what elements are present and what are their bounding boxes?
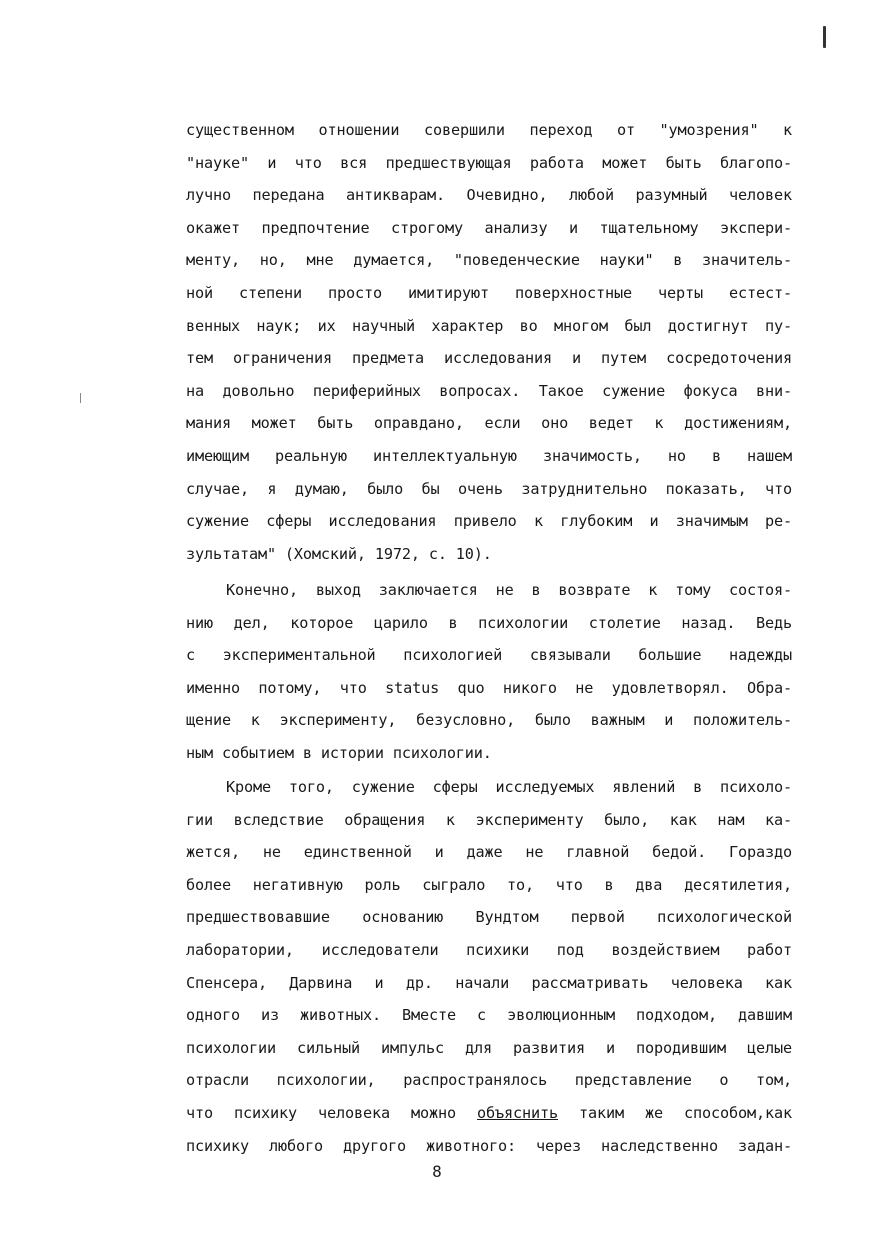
text-line <box>186 1097 792 1130</box>
text-line: психику любого другого животного: через наследственно задан- <box>186 1136 792 1155</box>
text-line: Конечно, выход заключается не в возврате к тому состоя- <box>226 581 792 599</box>
underlined-word: объяснить <box>477 1103 558 1122</box>
text-line: на довольно периферийных вопросах. Такое сужение фокуса вни- <box>186 381 792 400</box>
text-line: с экспериментальной психологией связывали большие надежды <box>186 646 792 665</box>
text-line: Кроме того, сужение сферы исследуемых явлений в психоло- <box>226 778 792 796</box>
text-line: нию дел, которое царило в психологии столетие назад. Ведь <box>186 613 792 632</box>
text-line: ной степени просто имитируют поверхностные черты естест- <box>186 283 792 302</box>
text-line: гии вследствие обращения к эксперименту было, как нам ка- <box>186 810 792 829</box>
text-line: случае, я думаю, было бы очень затруднительно показать, что <box>186 479 792 498</box>
text-line: сужение сферы исследования привело к глубоким и значимым ре- <box>186 512 792 531</box>
text-line: венных наук; их научный характер во многом был достигнут пу- <box>186 316 792 335</box>
paragraph <box>186 574 792 770</box>
paragraph <box>186 771 792 1162</box>
text-line: окажет предпочтение строгому анализу и тщательному экспери- <box>186 218 792 237</box>
text-line: психологии сильный импульс для развития и породившим целые <box>186 1038 792 1057</box>
text-line: щение к эксперименту, безусловно, было важным и положитель- <box>186 711 792 730</box>
scan-artifact-mark <box>823 26 826 48</box>
text-line: одного из животных. Вместе с эволюционным подходом, давшим <box>186 1006 792 1025</box>
text-line: ным событием в истории психологии. <box>186 743 492 762</box>
paragraph-continuation <box>186 114 792 570</box>
text-line: "науке" и что вся предшествующая работа может быть благопо- <box>186 153 792 172</box>
text-line: отрасли психологии, распространялось представление о том, <box>186 1071 792 1090</box>
text-line: имеющим реальную интеллектуальную значимость, но в нашем <box>186 446 792 465</box>
text-line: именно потому, что status quo никого не удовлетворял. Обра- <box>186 678 792 697</box>
text-line: существенном отношении совершили переход от "умозрения" к <box>186 121 792 139</box>
text-line: жется, не единственной и даже не главной бедой. Гораздо <box>186 843 792 862</box>
text-line: лаборатории, исследователи психики под воздействием работ <box>186 940 792 959</box>
text-line: более негативную роль сыграло то, что в два десятилетия, <box>186 875 792 894</box>
text-line: тем ограничения предмета исследования и путем сосредоточения <box>186 349 792 368</box>
text-line: лучно передана антикварам. Очевидно, любой разумный человек <box>186 186 792 205</box>
text-line: зультатам" (Хомский, 1972, с. 10). <box>186 544 492 563</box>
text-segment: что психику человека можно <box>186 1103 478 1122</box>
scan-artifact-mark <box>80 393 81 403</box>
text-line: менту, но, мне думается, "поведенческие науки" в значитель- <box>186 251 792 270</box>
text-segment: таким же способом,как <box>557 1103 792 1122</box>
text-line: предшествовавшие основанию Вундтом первой психологической <box>186 908 792 927</box>
text-line: Спенсера, Дарвина и др. начали рассматривать человека как <box>186 973 792 992</box>
page-number: 8 <box>432 1162 442 1181</box>
text-line: мания может быть оправдано, если оно ведет к достижениям, <box>186 414 792 433</box>
